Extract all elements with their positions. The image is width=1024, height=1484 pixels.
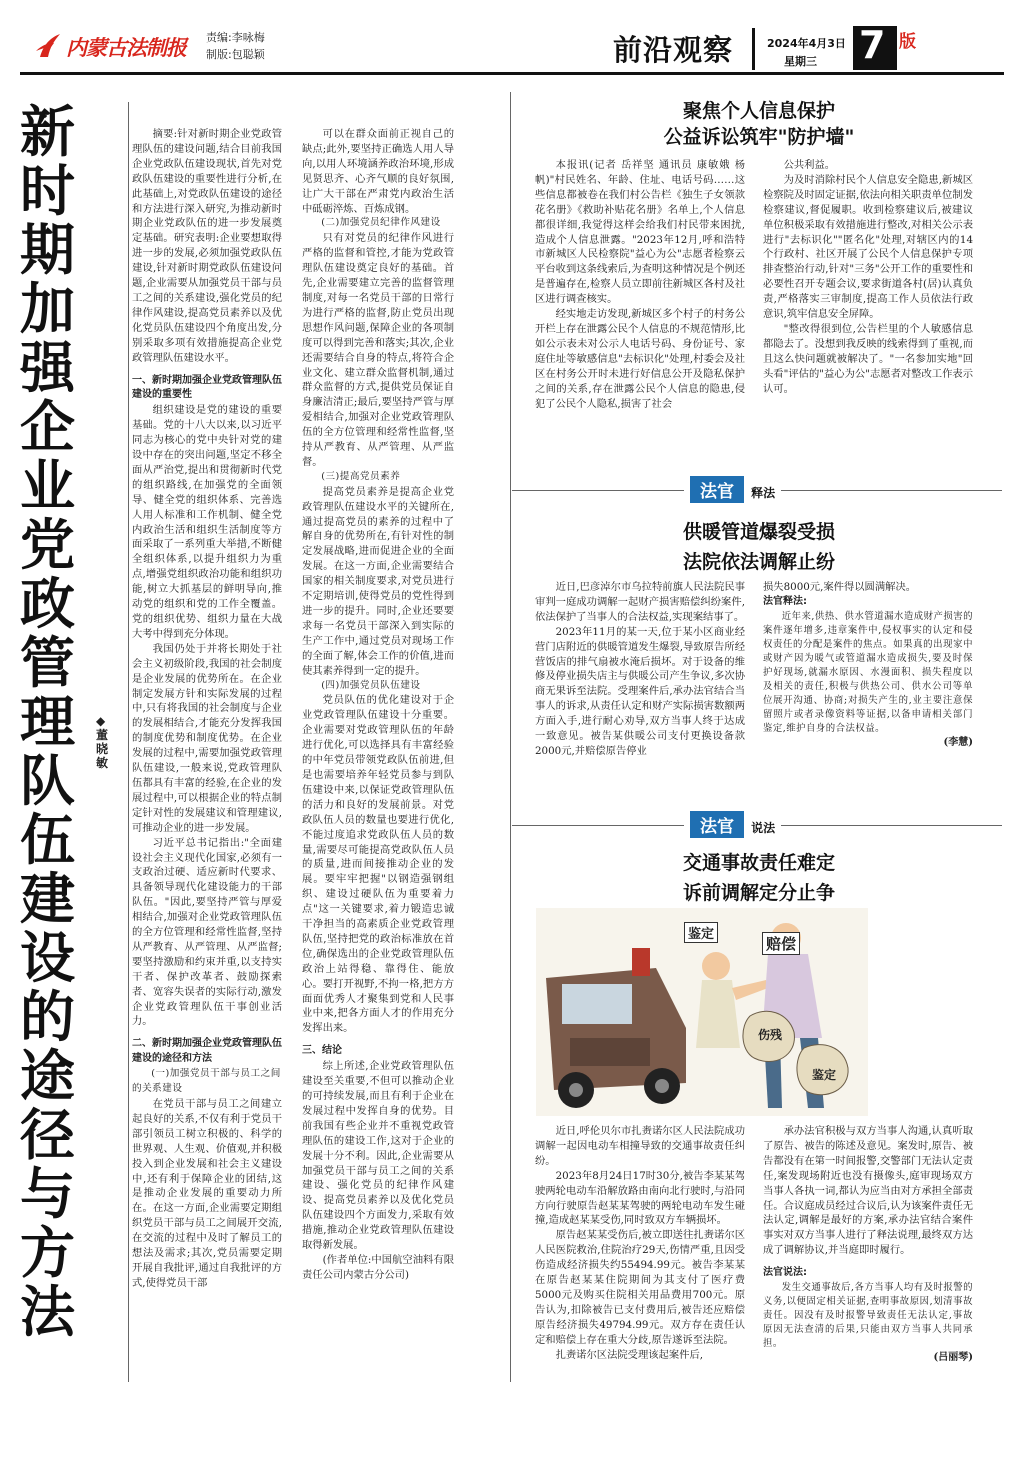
main-article-col1 [132,127,282,1382]
heating-explain-label: 法官释法: [763,595,807,607]
heating-signature: (李慧) [943,736,973,748]
editor-credit: 责编:李咏梅 [206,31,265,44]
heating-explain-text: 近年来,供热、供水管道漏水造成财产损害的案件逐年增多,违章案件中,侵权事实的认定和侵权责任的分配是案件的焦点。如果真的出现家中或财产因为暖气或管道漏水造成损失,要及时保护好现场,就漏水原因、水漫面积、损失程度以及相关的责任,积极与供热公司、供水公司等单位展开沟通、协商;对损失产生的,业主要注意保留照片或者录像资料等证据,以备申请相关部门鉴定,维护自身的合法权益。 [763,610,973,734]
main-article-col2 [302,127,454,1382]
traffic-col2 [763,1124,973,1384]
page-number-suffix: 版 [899,32,916,52]
privacy-paragraph: 公共利益。 [783,159,836,171]
section-title: 前沿观察 [613,33,734,67]
heating-col2 [763,580,973,790]
traffic-paragraph: (吕丽琴) [933,1352,973,1364]
logo-emblem-icon [34,31,64,61]
main-article-rule [128,102,129,1382]
masthead [0,0,1024,80]
main-article-subheading: (三)提高党员素养 [321,470,401,482]
heating-badge-suffix: 释法 [751,486,776,500]
traffic-paragraph: 原告赵某某受伤后,被立即送往扎赉诺尔区人民医院救治,住院治疗29天,伤情严重,且因受伤造成经济损失约55494.99元。被告李某某在原告赵某某住院期间为其支付了医疗费5000元及购买住院相关用品费用700元。原告认为,扣除被告已支付费用后,被告还应赔偿原告经济损失49794.99元。双方存在责任认定和赔偿上存在重大分歧,原告遂诉至法院。 [535,1229,745,1346]
heating-col1 [535,580,745,790]
traffic-badge-suffix: 说法 [751,821,776,835]
main-article-paragraph: 我国仍处于并将长期处于社会主义初级阶段,我国的社会制度是企业发展的优势所在。在企业制定发展方针和实际发展的过程中,只有将我国的社会制度与企业的发展相结合,才能充分发挥我国的制度优势和制度优势。在企业发展的过程中,需要加强党政管理队伍建设,一般来说,党政管理队伍都具有丰富的经验,在企业的发展过程中,可以根据企业的特点制定针对性的发展建议和管理建议,可推动企业的进一步发展。 [132,642,282,834]
main-article-author: ◆董晓敏 [96,714,109,770]
traffic-badge [684,811,781,838]
main-article-title: 新时期加强企业党政管理队伍建设的途径与方法 [20,99,76,1344]
main-article-heading: 三、结论 [302,1045,342,1057]
privacy-paragraph: 本报讯(记者 岳祥坚 通讯员 康敏娥 杨帆)"村民姓名、年龄、住址、电话号码……这些信息都被卷在我们村公告栏《独生子女领款花名册》《救助补贴花名册》名单上,个人信息都很详细,我觉得这样会给我们村民带来困扰,造成个人信息泄露。"2023年12月,呼和浩特市新城区人民检察院"益心为公"志愿者检察云平台收到这条线索后,为查明这种情况是个例还是普遍存在,检察人员立即前往新城区各村及社区进行调查核实。 [535,159,745,306]
traffic-title-line2: 诉前调解定分止争 [682,882,835,904]
main-article-paragraph: 组织建设是党的建设的重要基础。党的十八大以来,以习近平同志为核心的党中央针对党的建设中存在的突出问题,坚定不移全面从严治党,提出和贯彻新时代党的组织路线,在加强党的全面领导、健全党的组织体系、完善选人用人标准和工作机制、健全党内政治生活和组织生活制度等方面采取了一系列重大举措,不断健全组织体系,以提升组织力为重点,增强党组织政治功能和组织功能,树立大抓基层的鲜明导向,推动党的组织和党的工作全覆盖。党的组织优势、组织力量在大战大考中得到充分体现。 [132,404,282,640]
main-article-paragraph: 党员队伍的优化建设对于企业党政管理队伍建设十分重要。企业需要对党政管理队伍的年龄进行优化,可以选择具有丰富经验的中年党员带领党政队伍前进,但是也需要培养年轻党员参与到队伍建设中来,以保证党政管理队伍的活力和良好的发展前景。对党政队伍人员的数量也要进行优化,不能过度追求党政队伍人员的数量,需要尽可能提高党政队伍人员的质量,进而间接推动企业的发展。要牢牢把握"以钢造强钢组织、建设过硬队伍为重要着力点"这一关键要求,着力锻造忠诚干净担当的高素质企业党政管理队伍,坚持把党的政治标准放在首位,确保选出的企业党政管理队伍政治上站得稳、靠得住、能放心。要打开视野,不拘一格,把方方面面优秀人才聚集到党和人民事业中来,把各方面人才的作用充分发挥出来。 [302,694,454,1035]
heating-col2-intro: 损失8000元,案件得以圆满解决。 [763,581,917,593]
main-article-subheading: (二)加强党员纪律作风建设 [321,217,441,229]
main-article-heading: 一、新时期加强企业党政管理队伍建设的重要性 [132,374,282,401]
cartoon-label-appraisal-top: 鉴定 [684,922,718,943]
logo-text: 内蒙古法制报 [66,35,186,60]
privacy-title-line2: 公益诉讼筑牢"防护墙" [663,126,855,148]
traffic-title-line1: 交通事故责任难定 [682,852,835,874]
main-article-subheading: (四)加强党员队伍建设 [321,679,421,691]
heating-paragraph: 近日,巴彦淖尔市乌拉特前旗人民法院民事审判一庭成功调解一起财产损害赔偿纠纷案件,依法保护了当事人的合法权益,实现案结事了。 [535,581,745,623]
traffic-paragraph: 承办法官积极与双方当事人沟通,认真听取了原告、被告的陈述及意见。案发时,原告、被告都没有在第一时间报警,交警部门无法认定责任,案发现场附近也没有摄像头,庭审现场双方当事人各执一词,都认为应当由对方承担全部责任。合议庭成员经过合议后,认为该案件责任无法认定,调解是最好的方案,承办法官结合案件事实对双方当事人进行了释法说理,最终双方达成了调解协议,并当庭即时履行。 [763,1125,973,1257]
privacy-paragraph: 为及时消除村民个人信息安全隐患,新城区检察院及时固定证据,依法向相关职责单位制发检察建议,督促履职。收到检察建议后,被建议单位积极采取有效措施进行整改,对相关公示表进行"去标识化""匿名化"处理,对辖区内的14个行政村、社区开展了公民个人信息保护专项排查整治行动,针对"三务"公开工作的重要性和必要性召开专题会议,要求街道各村(居)认真负责,严格落实三审制度,提高工作人员依法行政意识,筑牢信息安全屏障。 [763,173,973,321]
privacy-col1 [535,158,745,448]
main-article-paragraph: 在党员干部与员工之间建立起良好的关系,不仅有利于党员干部引领员工树立积极的、科学的世界观、人生观、价值观,并积极投入到企业发展和社会主义建设中,还有利于保障企业的团结,这是推动企业发展的重要动力所在。在这一方面,企业需要定期组织党员干部与员工之间展开交流,在交流的过程中及时了解员工的想法及需求;其次,党员需要定期开展自我批评,通过自我批评的方式,使得党员干部 [132,1098,282,1289]
main-article-paragraph: 习近平总书记指出:"全面建设社会主义现代化国家,必须有一支政治过硬、适应新时代要求、具备领导现代化建设能力的干部队伍。"因此,要坚持严管与厚爱相结合,加强对企业党政管理队伍的全方位管理和经常性监督,坚持从严教育、从严管理、从严监督;要坚持激励和约束并重,以支持实干者、保护改革者、鼓励探索者、宽容失误者的实际行动,激发企业党政管理队伍干事创业活力。 [132,836,282,1028]
traffic-heading: 法官说法: [763,1267,807,1279]
issue-weekday: 星期三 [784,55,817,68]
heating-badge-label: 法官 [690,476,744,503]
page-number-box [853,23,897,70]
heating-title-line2: 法院依法调解止纷 [682,551,835,573]
page-column-rule [510,92,511,1382]
page-number: 7 [859,23,886,67]
main-article-paragraph: 可以在群众面前正视自己的缺点;此外,要坚持正确选人用人导向,以用人环境涵养政治环境,形成见贤思齐、心齐气顺的良好氛围,让广大干部在严肃党内政治生活中砥砺淬炼、百炼成钢。 [302,128,454,215]
traffic-paragraph: 2023年8月24日17时30分,被告李某某驾驶两轮电动车沿解放路由南向北行驶时,与沿同方向行驶原告赵某某驾驶的两轮电动车发生碰撞,造成赵某某受伤,同时致双方车辆损坏。 [535,1169,745,1227]
producer-credit: 制版:包聪颖 [206,48,265,61]
heating-paragraph: 2023年11月的某一天,位于某小区商业经营门店附近的供暖管道发生爆裂,导致原告所经营饭店的排气扇被水淹后损坏。对于设备的维修及停业损失店主与供暖公司产生争议,多次协商无果诉至法院。受理案件后,承办法官结合当事人的诉求,从责任认定和财产实际损害数额两方面入手,进行耐心劝导,双方当事人终于达成一致意见。被告某供暖公司支付更换设备款2000元,并赔偿原告停业 [535,625,745,757]
issue-date: 2024年4月3日 [767,37,846,50]
main-article-paragraph: 只有对党员的纪律作风进行严格的监督和管控,才能为党政管理队伍建设奠定良好的基础。首先,企业需要建立完善的监督管理制度,对每一名党员干部的日常行为进行严格的监督,防止党员出现思想作风问题,保障企业的各项制度可以得到完善和落实;其次,企业还需要结合自身的特点,将符合企业文化、建立群众监督机制,通过群众监督的方式,提供党员保证自身廉洁清正;最后,要坚持严管与厚爱相结合,加强对企业党政管理队伍的全方位管理和经常性监督,坚持从严教育、从严管理、从严监督。 [302,232,454,468]
traffic-cartoon [536,908,868,1116]
main-article-paragraph: 综上所述,企业党政管理队伍建设至关重要,不但可以推动企业的可持续发展,而且有利于企业在发展过程中发挥自身的优势。目前我国有些企业并不重视党政管理队伍的建设工作,这对于企业的发展十分不利。因此,企业需要从加强党员干部与员工之间的关系建设、强化党员的纪律作风建设、提高党员素养以及优化党员队伍建设四个方面发力,采取有效措施,推动企业党政管理队伍建设取得新发展。 [302,1060,454,1252]
section-divider [752,28,755,70]
privacy-paragraph: 经实地走访发现,新城区多个村子的村务公开栏上存在泄露公民个人信息的不规范情形,比如公示表未对公示人电话号码、身份证号、家庭住址等敏感信息"去标识化"处理,村委会及社区在村务公开时未进行好信息公开及隐私保护之间的关系,存在泄露公民个人信息的隐患,侵犯了公民个人隐私,损害了社会 [535,308,745,410]
main-article-title-box [14,99,118,1382]
traffic-paragraph: 扎赉诺尔区法院受理该起案件后, [555,1348,704,1361]
privacy-col2 [763,158,973,448]
main-article-subheading: (一)加强党员干部与员工之间的关系建设 [132,1068,281,1095]
cartoon-label-appraisal-bottom: 鉴定 [812,1068,837,1082]
privacy-paragraph: "整改得很到位,公告栏里的个人敏感信息都隐去了。没想到我反映的线索得到了重视,而且这么快问题就被解决了。"一名参加实地"回头看"评估的"益心为公"志愿者对整改工作表示认可。 [763,322,973,395]
main-article-paragraph: (作者单位:中国航空油料有限责任公司内蒙古分公司) [302,1253,454,1281]
newspaper-logo [34,30,204,62]
cartoon-label-compensation: 赔偿 [762,932,800,955]
main-article-paragraph: 摘要:针对新时期企业党政管理队伍的建设问题,结合目前我国企业党政队伍建设现状,首先对党政队伍建设的重要性进行分析,在此基础上,对党政队伍建设的途径和方法进行深入研究,为推动新时期企业党政队伍的进一步发展奠定基础。研究表明:企业要想取得进一步的发展,必须加强党政队伍建设,针对新时期党政队伍建设问题,企业需要从加强党员干部与员工之间的关系建设,强化党员的纪律作风建设,提高党员素养以及优化党员队伍建设四个角度出发,分别采取多项有效措施提高企业党政管理队伍建设水平。 [132,128,282,364]
privacy-title-line1: 聚焦个人信息保护 [682,100,835,122]
heating-title-line1: 供暖管道爆裂受损 [682,521,835,543]
main-article-paragraph: 提高党员素养是提高企业党政管理队伍建设水平的关键所在,通过提高党员的素养的过程中了解自身的优势所在,有针对性的制定发展战略,进而促进企业的全面发展。在这一方面,企业需要结合国家的相关制度要求,对党员进行不定期培训,使得党员的党性得到进一步的提升。同时,企业还要要求每一名党员干部深入到实际的生产工作中,通过党员对现场工作的全面了解,体会工作的价值,进而使其素养得到一定的提升。 [302,485,454,677]
traffic-paragraph: 发生交通事故后,各方当事人均有及时报警的义务,以便固定相关证据,查明事故原因,划清事故责任。因没有及时报警导致责任无法认定,事故原因无法查清的后果,只能由双方当事人共同承担。 [763,1282,973,1350]
main-article-heading: 二、新时期加强企业党政管理队伍建设的途径和方法 [132,1038,282,1065]
traffic-badge-label: 法官 [690,811,744,838]
traffic-paragraph: 近日,呼伦贝尔市扎赉诺尔区人民法院成功调解一起因电动车相撞导致的交通事故责任纠纷。 [535,1125,745,1167]
heating-badge [684,476,781,503]
traffic-col1 [535,1124,745,1384]
masthead-rule [20,72,1004,75]
cartoon-label-disability: 伤残 [758,1028,783,1042]
